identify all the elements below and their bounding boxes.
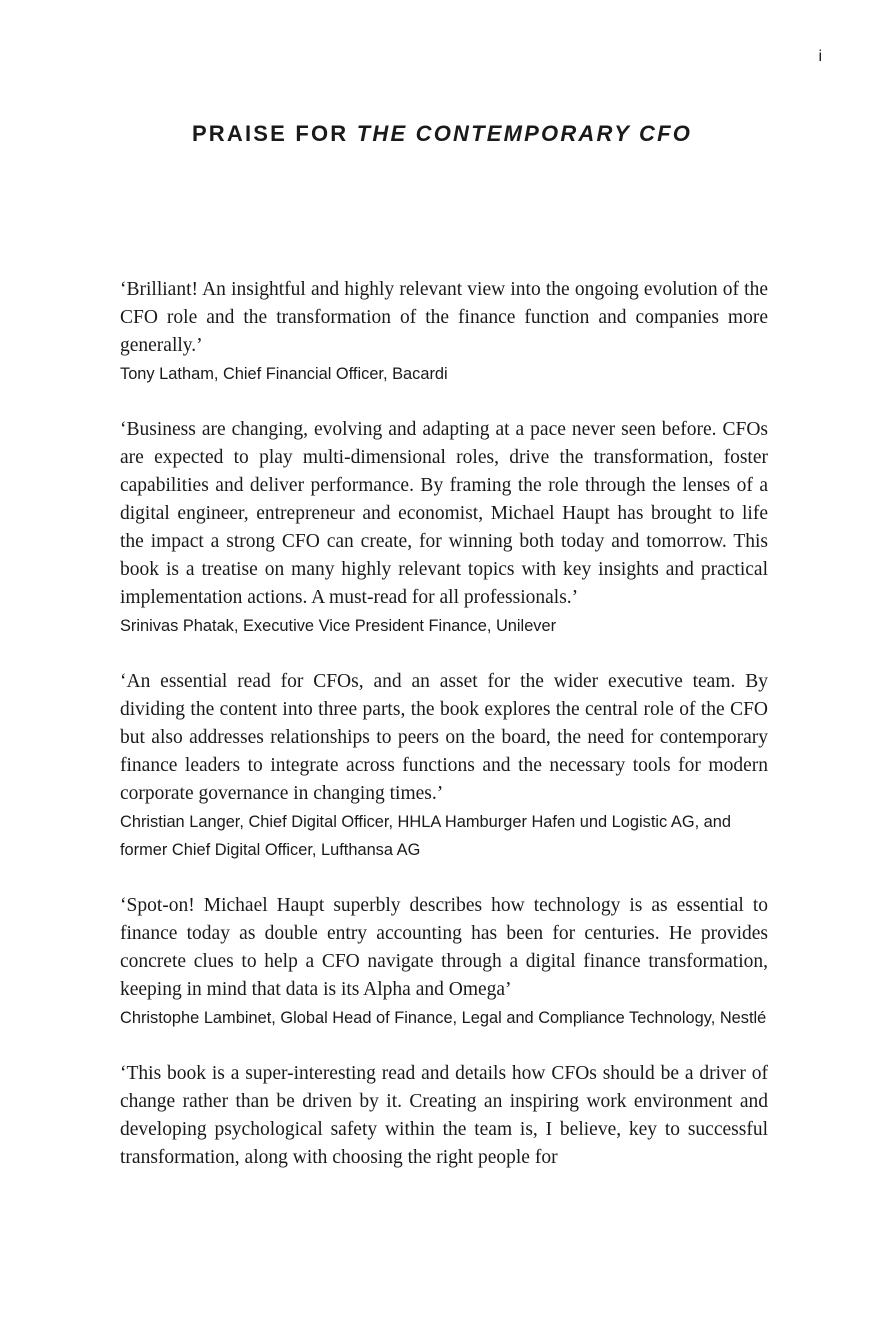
praise-attribution: Srinivas Phatak, Executive Vice President Finance, Unilever bbox=[120, 617, 557, 635]
page-title bbox=[0, 121, 884, 147]
praise-quote: ‘Brilliant! An insightful and highly relevant view into the ongoing evolution of the CFO role and the transformation of the finance function and companies more generally.’ bbox=[120, 279, 768, 356]
praise-item-langer bbox=[120, 668, 768, 864]
praise-quote: ‘An essential read for CFOs, and an asset for the wider executive team. By dividing the content into three parts, the book explores the central role of the CFO but also addresses relationships to peers on the board, the need for contemporary finance leaders to integrate across functions and the necessary tools for modern corporate governance in changing times.’ bbox=[120, 671, 768, 804]
praise-item-latham bbox=[120, 276, 768, 388]
praise-attribution: Christophe Lambinet, Global Head of Finance, Legal and Compliance Technology, Nestlé bbox=[120, 1009, 767, 1027]
praise-item-phatak bbox=[120, 416, 768, 640]
praise-quote: ‘Business are changing, evolving and adapting at a pace never seen before. CFOs are expected to play multi-dimensional roles, drive the transformation, foster capabilities and deliver performance. By framing the role through the lenses of a digital engineer, entrepreneur and economist, Michael Haupt has brought to life the impact a strong CFO can create, for winning both today and tomorrow. This book is a treatise on many highly relevant topics with key insights and practical implementation actions. A must-read for all professionals.’ bbox=[120, 419, 768, 608]
praise-attribution: Christian Langer, Chief Digital Officer, HHLA Hamburger Hafen und Logistic AG, and former Chief Digital Officer, Lufthansa AG bbox=[120, 813, 732, 859]
praise-attribution: Tony Latham, Chief Financial Officer, Bacardi bbox=[120, 365, 448, 383]
page-title-prefix: PRAISE FOR bbox=[191, 120, 357, 146]
praise-list bbox=[120, 276, 768, 1200]
praise-item-continued bbox=[120, 1060, 768, 1172]
praise-quote: ‘Spot-on! Michael Haupt superbly describes how technology is as essential to finance today as double entry accounting has been for centuries. He provides concrete clues to help a CFO navigate through a digital finance transformation, keeping in mind that data is its Alpha and Omega’ bbox=[120, 895, 768, 1000]
praise-item-lambinet bbox=[120, 892, 768, 1032]
page-number: i bbox=[818, 48, 822, 65]
page-title-book: THE CONTEMPORARY CFO bbox=[356, 120, 693, 146]
praise-quote: ‘This book is a super-interesting read and details how CFOs should be a driver of change rather than be driven by it. Creating an inspiring work environment and developing psychological safety within the team is, I believe, key to successful transformation, along with choosing the right people for bbox=[120, 1063, 768, 1168]
